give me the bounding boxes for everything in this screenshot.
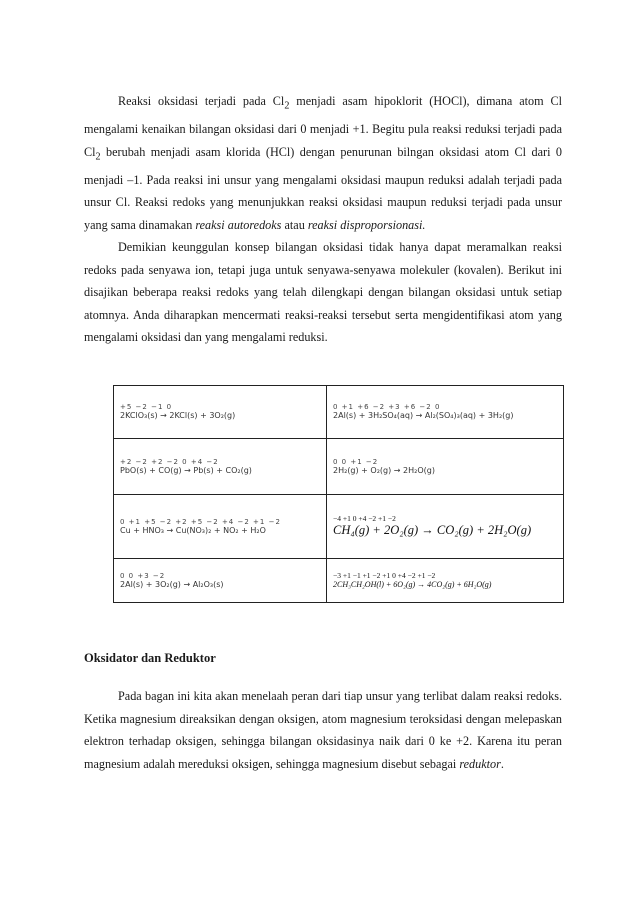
oxidation-numbers: +5 −2 −1 0	[120, 403, 173, 411]
reaction-equation: 2H₂(g) + O₂(g) → 2H₂O(g)	[333, 465, 435, 475]
paragraph-bilangan-oksidasi: Demikian keunggulan konsep bilangan oksidasi tidak hanya dapat meramalkan reaksi redoks pada senyawa ion, tetapi juga untuk senyawa-senyawa molekuler (kovalen). Berikut ini disajikan beberapa reaksi redoks yang telah dilengkapi dengan bilangan oksidasi untuk setiap atomnya. Anda diharapkan mencermati reaksi-reaksi tersebut serta mengidentifikasi atom yang mengalami oksidasi dan yang mengalami reduksi.	[84, 240, 562, 345]
reaction-equation: PbO(s) + CO(g) → Pb(s) + CO₂(g)	[120, 465, 252, 475]
reaction-cell	[327, 439, 564, 495]
reaction-equation: Cu + HNO₃ → Cu(NO₃)₂ + NO₂ + H₂O	[120, 525, 266, 535]
oxidation-numbers: 0 0 +3 −2	[120, 571, 166, 580]
oxidation-numbers: −3 +1 −1 +1 −2 +1 0 +4 −2 +1 −2	[333, 570, 436, 580]
reaction-cell	[114, 439, 327, 495]
reaction-equation: 2CH₃CH₂OH(l) + 6O₂(g) → 4CO₂(g) + 6H₂O(g)	[333, 579, 492, 589]
redox-reactions-table	[113, 385, 564, 603]
reaction-cell	[114, 386, 327, 439]
oxidation-numbers: 0 +1 +6 −2 +3 +6 −2 0	[333, 403, 441, 411]
reaction-equation: 2KClO₃(s) → 2KCl(s) + 3O₂(g)	[120, 411, 236, 420]
reaction-equation: 2Al(s) + 3O₂(g) → Al₂O₃(s)	[120, 579, 224, 589]
oxidation-numbers: 0 0 +1 −2	[333, 457, 379, 466]
section-heading: Oksidator dan Reduktor	[84, 651, 216, 665]
reaction-cell	[327, 559, 564, 603]
oxidation-numbers: 0 +1 +5 −2 +2 +5 −2 +4 −2 +1 −2	[120, 517, 281, 526]
reaction-cell	[114, 559, 327, 603]
reaction-equation: CH₄(g) + 2O₂(g) → CO₂(g) + 2H₂O(g)	[333, 523, 532, 537]
paragraph-autoredoks: Reaksi oksidasi terjadi pada $Cl_2$ menjadi asam hipoklorit (HOCl), dimana atom Cl mengalami kenaikan bilangan oksidasi dari 0 menjadi +1. Begitu pula reaksi reduksi terjadi pada $Cl_2$ berubah menjadi asam klorida (HCl) dengan penurunan bilngan oksidasi atom Cl dari 0 menjadi –1. Pada reaksi ini unsur yang mengalami oksidasi maupun reduksi adalah terjadi pada unsur Cl. Reaksi redoks yang menunjukkan reaksi oksidasi maupun reduksi terjadi pada unsur yang sama dinamakan reaksi autoredoks atau reaksi disproporsionasi.	[84, 94, 562, 232]
oxidation-numbers: +2 −2 +2 −2 0 +4 −2	[120, 457, 219, 466]
reaction-cell	[327, 495, 564, 559]
reaction-equation: 2Al(s) + 3H₂SO₄(aq) → Al₂(SO₄)₃(aq) + 3H₂(g)	[333, 411, 514, 420]
reaction-cell	[327, 386, 564, 439]
reaction-cell	[114, 495, 327, 559]
oxidation-numbers: −4 +1 0 +4 −2 +1 −2	[333, 514, 396, 523]
paragraph-reduktor: Pada bagan ini kita akan menelaah peran dari tiap unsur yang terlibat dalam reaksi redoks. Ketika magnesium direaksikan dengan oksigen, atom magnesium teroksidasi dengan melepaskan elektron terhadap oksigen, sehingga bilangan oksidasinya naik dari 0 ke +2. Karena itu peran magnesium adalah mereduksi oksigen, sehingga magnesium disebut sebagai reduktor.	[84, 689, 562, 771]
